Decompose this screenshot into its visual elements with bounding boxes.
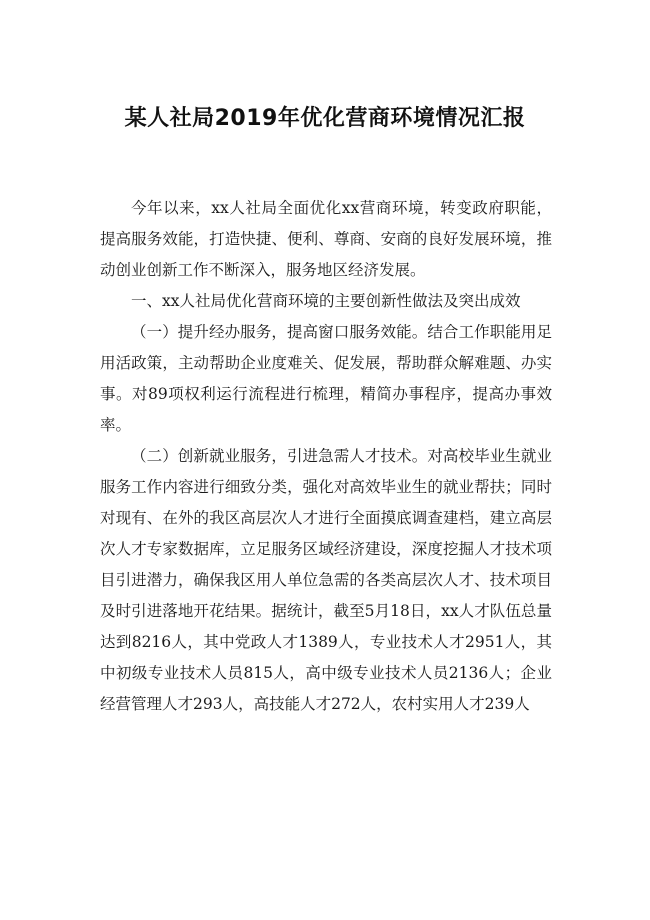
section-heading-1: 一、xx人社局优化营商环境的主要创新性做法及突出成效 (131, 292, 521, 310)
document-title: 某人社局2019年优化营商环境情况汇报 (124, 106, 526, 131)
intro-paragraph: 今年以来，xx人社局全面优化xx营商环境，转变政府职能，提高服务效能，打造快捷、便利、尊商、安商的良好发展环境，推动创业创新工作不断深入，服务地区经济发展。 (100, 199, 552, 279)
subsection-2-paragraph: （二）创新就业服务，引进急需人才技术。对高校毕业生就业服务工作内容进行细致分类，强化对高效毕业生的就业帮扶；同时对现有、在外的我区高层次人才进行全面摸底调查建档，建立高层次人才专家数据库，立足服务区域经济建设，深度挖掘人才技术项目引进潜力，确保我区用人单位急需的各类高层次人才、技术项目及时引进落地开花结果。据统计，截至5月18日，xx人才队伍总量达到8216人，其中党政人才1389人，专业技术人才2951人，其中初级专业技术人员815人，高中级专业技术人员2136人；企业经营管理人才293人，高技能人才272人，农村实用人才239人 (100, 447, 552, 713)
document-body (100, 193, 552, 720)
subsection-1-paragraph: （一）提升经办服务，提高窗口服务效能。结合工作职能用足用活政策，主动帮助企业度难关、促发展，帮助群众解难题、办实事。对89项权利运行流程进行梳理，精简办事程序，提高办事效率。 (100, 323, 552, 434)
